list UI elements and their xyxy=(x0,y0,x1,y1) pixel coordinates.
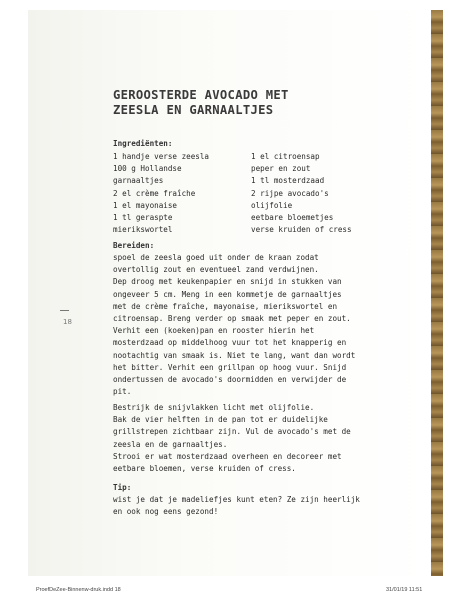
ingredient-item: 1 handje verse zeesla xyxy=(113,152,210,161)
folio-dash xyxy=(60,310,69,311)
ingredient-item: 1 tl geraspte xyxy=(113,212,173,222)
text-line: Verhit een (koeken)pan en rooster hierin het xyxy=(113,326,315,336)
text-line: eetbare bloemen, verse kruiden of cress. xyxy=(113,463,296,473)
ingredient-item: 100 g Hollandse xyxy=(113,164,182,174)
ingredient-item: 2 el crème fraîche xyxy=(113,188,196,198)
text-line: Dep droog met keukenpapier en snijd in stukken van xyxy=(113,277,342,287)
text-line: en ook nog eens gezond! xyxy=(113,507,219,517)
text-line: Bestrijk de snijvlakken licht met olijfolie. xyxy=(113,403,315,412)
text-line: citroensap. Breng verder op smaak met peper en zout. xyxy=(113,313,351,323)
text-line: spoel de zeesla goed uit onder de kraan zodat xyxy=(113,253,319,262)
ingredient-item: 1 tl mosterdzaad xyxy=(251,176,325,186)
title-line-1: GEROOSTERDE AVOCADO MET xyxy=(113,88,289,102)
ingredient-item: olijfolie xyxy=(251,200,293,210)
text-line: ongeveer 5 cm. Meng in een kommetje de garnaaltjes xyxy=(113,289,342,299)
slug-filename: ProefDeZee-Binnenw-druk.indd 18 xyxy=(36,587,121,593)
ingredient-item: mierikswortel xyxy=(113,225,173,235)
title-line-2: ZEESLA EN GARNAALTJES xyxy=(113,103,274,117)
ingredient-item: 2 rijpe avocado's xyxy=(251,188,329,198)
ingredient-item: 1 el mayonaise xyxy=(113,200,178,210)
preparation-paragraph-1 xyxy=(113,252,443,398)
ingredients-left-column xyxy=(113,151,209,236)
ingredients-label: Ingrediënten: xyxy=(113,139,173,148)
text-line: wist je dat je madeliefjes kunt eten? Ze zijn heerlijk xyxy=(113,495,360,504)
tip-label: Tip: xyxy=(113,483,132,492)
text-line: Strooi er wat mosterdzaad overheen en decoreer met xyxy=(113,451,342,461)
preparation-paragraph-2 xyxy=(113,402,443,475)
ingredient-item: eetbare bloemetjes xyxy=(251,212,334,222)
page-number: 18 xyxy=(63,318,72,326)
tip-paragraph xyxy=(113,494,443,518)
text-line: nootachtig van smaak is. Niet te lang, want dan wordt xyxy=(113,350,356,360)
text-line: Bak de vier helften in de pan tot er duidelijke xyxy=(113,415,328,425)
ingredient-item: 1 el citroensap xyxy=(251,152,320,161)
text-line: ondertussen de avocado's doormidden en verwijder de xyxy=(113,374,347,384)
ingredients-right-column xyxy=(251,151,352,236)
text-line: het bitter. Verhit een grillpan op hoog vuur. Snijd xyxy=(113,362,347,372)
text-line: zeesla en de garnaaltjes. xyxy=(113,439,228,449)
recipe-title xyxy=(113,88,373,118)
text-line: pit. xyxy=(113,387,132,397)
text-line: met de crème fraîche, mayonaise, mierikswortel en xyxy=(113,301,338,311)
preparation-label: Bereiden: xyxy=(113,241,155,250)
ingredient-item: verse kruiden of cress xyxy=(251,225,352,235)
text-line: grillstrepen zichtbaar zijn. Vul de avocado's met de xyxy=(113,427,351,437)
slug-timestamp: 31/01/19 11:51 xyxy=(386,587,423,593)
ingredient-item: garnaaltjes xyxy=(113,176,164,186)
text-line: overtollig zout en eventueel zand verdwijnen. xyxy=(113,265,319,275)
ingredient-item: peper en zout xyxy=(251,164,311,174)
text-line: mosterdzaad op middelhoog vuur tot het knapperig en xyxy=(113,338,347,348)
